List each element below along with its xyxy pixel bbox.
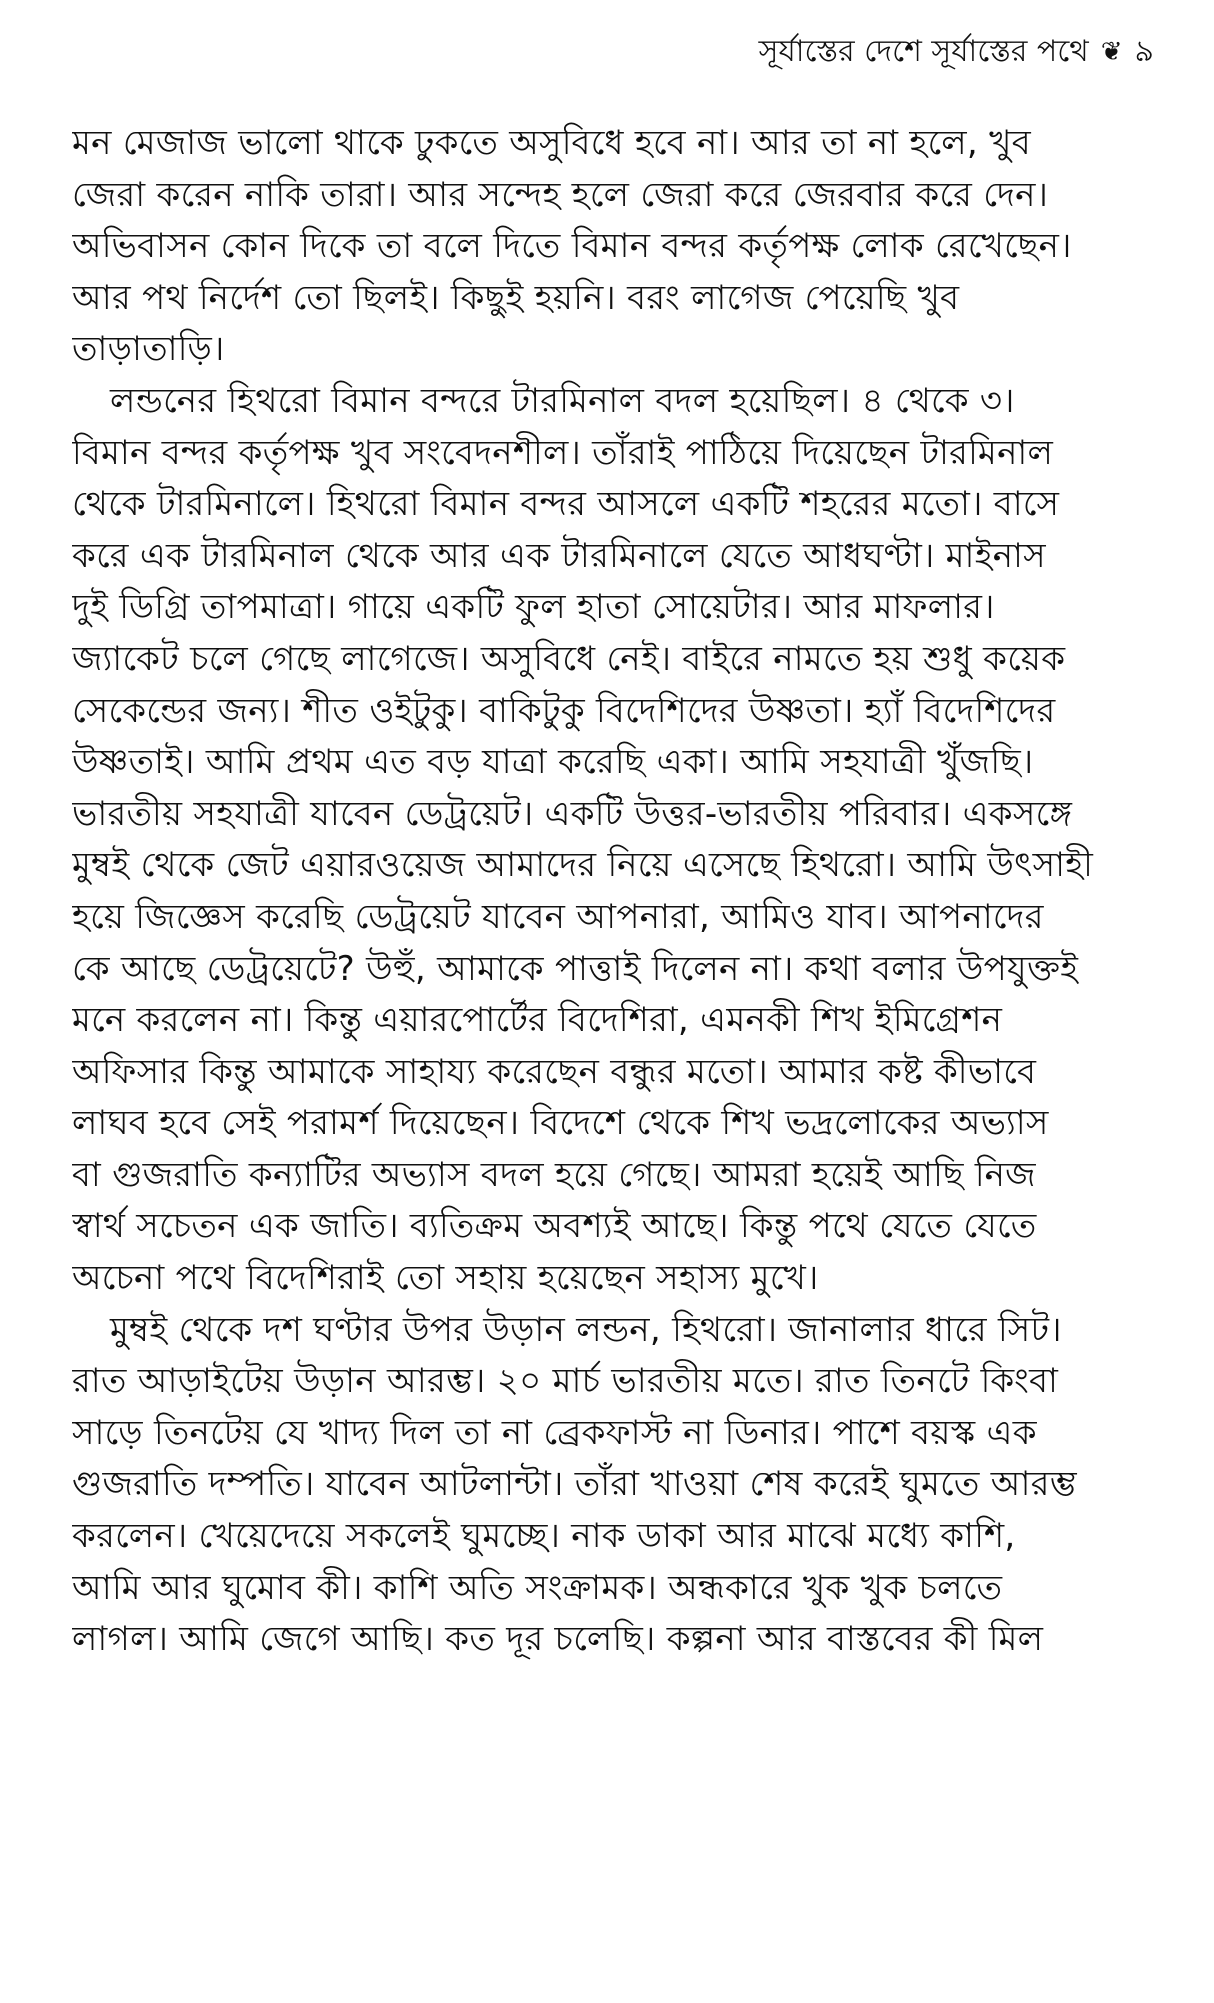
text-line: ভারতীয় সহযাত্রী যাবেন ডেট্রয়েট। একটি উত্তর-ভারতীয় পরিবার। একসঙ্গে: [72, 793, 1073, 834]
floral-ornament-icon: ❦: [1100, 37, 1123, 67]
text-line: হয়ে জিজ্ঞেস করেছি ডেট্রয়েট যাবেন আপনারা, আমিও যাব। আপনাদের: [72, 896, 1044, 937]
text-line: করে এক টারমিনাল থেকে আর এক টারমিনালে যেতে আধঘণ্টা। মাইনাস: [72, 535, 1046, 576]
text-line: বা গুজরাতি কন্যাটির অভ্যাস বদল হয়ে গেছে। আমরা হয়েই আছি নিজ: [72, 1154, 1036, 1195]
text-line: মুম্বই থেকে দশ ঘণ্টার উপর উড়ান লন্ডন, হিথরো। জানালার ধারে সিট।: [110, 1309, 1062, 1350]
running-header: [759, 32, 1154, 72]
text-line: থেকে টারমিনালে। হিথরো বিমান বন্দর আসলে একটি শহরের মতো। বাসে: [72, 484, 1060, 525]
text-line: লাগল। আমি জেগে আছি। কত দূর চলেছি। কল্পনা আর বাস্তবের কী মিল: [72, 1619, 1044, 1660]
text-line: তাড়াতাড়ি।: [72, 329, 225, 370]
text-line: লাঘব হবে সেই পরামর্শ দিয়েছেন। বিদেশে থেকে শিখ ভদ্রলোকের অভ্যাস: [72, 1103, 1049, 1144]
running-title: সূর্যাস্তের দেশে সূর্যাস্তের পথে: [758, 34, 1089, 69]
text-line: অচেনা পথে বিদেশিরাই তো সহায় হয়েছেন সহাস্য মুখে।: [72, 1258, 819, 1299]
text-line: রাত আড়াইটেয় উড়ান আরম্ভ। ২০ মার্চ ভারতীয় মতে। রাত তিনটে কিংবা: [72, 1361, 1059, 1402]
text-line: মনে করলেন না। কিন্তু এয়ারপোর্টের বিদেশিরা, এমনকী শিখ ইমিগ্রেশন: [72, 1000, 1003, 1041]
text-line: লন্ডনের হিথরো বিমান বন্দরে টারমিনাল বদল হয়েছিল। ৪ থেকে ৩।: [110, 380, 1015, 421]
text-line: অফিসার কিন্তু আমাকে সাহায্য করেছেন বন্ধুর মতো। আমার কষ্ট কীভাবে: [72, 1051, 1037, 1092]
text-line: বিমান বন্দর কর্তৃপক্ষ খুব সংবেদনশীল। তাঁরাই পাঠিয়ে দিয়েছেন টারমিনাল: [72, 432, 1054, 473]
text-line: গুজরাতি দম্পতি। যাবেন আটলান্টা। তাঁরা খাওয়া শেষ করেই ঘুমতে আরম্ভ: [72, 1464, 1077, 1505]
text-line: মুম্বই থেকে জেট এয়ারওয়েজ আমাদের নিয়ে এসেছে হিথরো। আমি উৎসাহী: [72, 845, 1094, 886]
text-line: আর পথ নির্দেশ তো ছিলই। কিছুই হয়নি। বরং লাগেজ পেয়েছি খুব: [72, 277, 960, 318]
text-line: জ্যাকেট চলে গেছে লাগেজে। অসুবিধে নেই। বাইরে নামতে হয় শুধু কয়েক: [72, 638, 1066, 679]
page-number: ৯: [1134, 34, 1154, 69]
text-line: করলেন। খেয়েদেয়ে সকলেই ঘুমচ্ছে। নাক ডাকা আর মাঝে মধ্যে কাশি,: [72, 1516, 1016, 1557]
text-line: উষ্ণতাই। আমি প্রথম এত বড় যাত্রা করেছি একা। আমি সহযাত্রী খুঁজছি।: [72, 742, 1034, 783]
text-line: মন মেজাজ ভালো থাকে ঢুকতে অসুবিধে হবে না। আর তা না হলে, খুব: [72, 123, 1031, 163]
text-line: দুই ডিগ্রি তাপমাত্রা। গায়ে একটি ফুল হাতা সোয়েটার। আর মাফলার।: [72, 587, 995, 628]
text-line: জেরা করেন নাকি তারা। আর সন্দেহ হলে জেরা করে জেরবার করে দেন।: [72, 174, 1049, 215]
body-text: [72, 118, 1152, 1666]
text-line: সেকেন্ডের জন্য। শীত ওইটুকু। বাকিটুকু বিদেশিদের উষ্ণতা। হ্যাঁ বিদেশিদের: [72, 690, 1056, 731]
text-line: স্বার্থ সচেতন এক জাতি। ব্যতিক্রম অবশ্যই আছে। কিন্তু পথে যেতে যেতে: [72, 1206, 1037, 1247]
text-line: আমি আর ঘুমোব কী। কাশি অতি সংক্রামক। অন্ধকারে খুক খুক চলতে: [72, 1567, 1003, 1608]
text-line: কে আছে ডেট্রয়েটে? উহুঁ, আমাকে পাত্তাই দিলেন না। কথা বলার উপযুক্তই: [72, 948, 1079, 989]
text-line: সাড়ে তিনটেয় যে খাদ্য দিল তা না ব্রেকফাস্ট না ডিনার। পাশে বয়স্ক এক: [72, 1412, 1037, 1453]
text-line: অভিবাসন কোন দিকে তা বলে দিতে বিমান বন্দর কর্তৃপক্ষ লোক রেখেছেন।: [72, 226, 1072, 267]
